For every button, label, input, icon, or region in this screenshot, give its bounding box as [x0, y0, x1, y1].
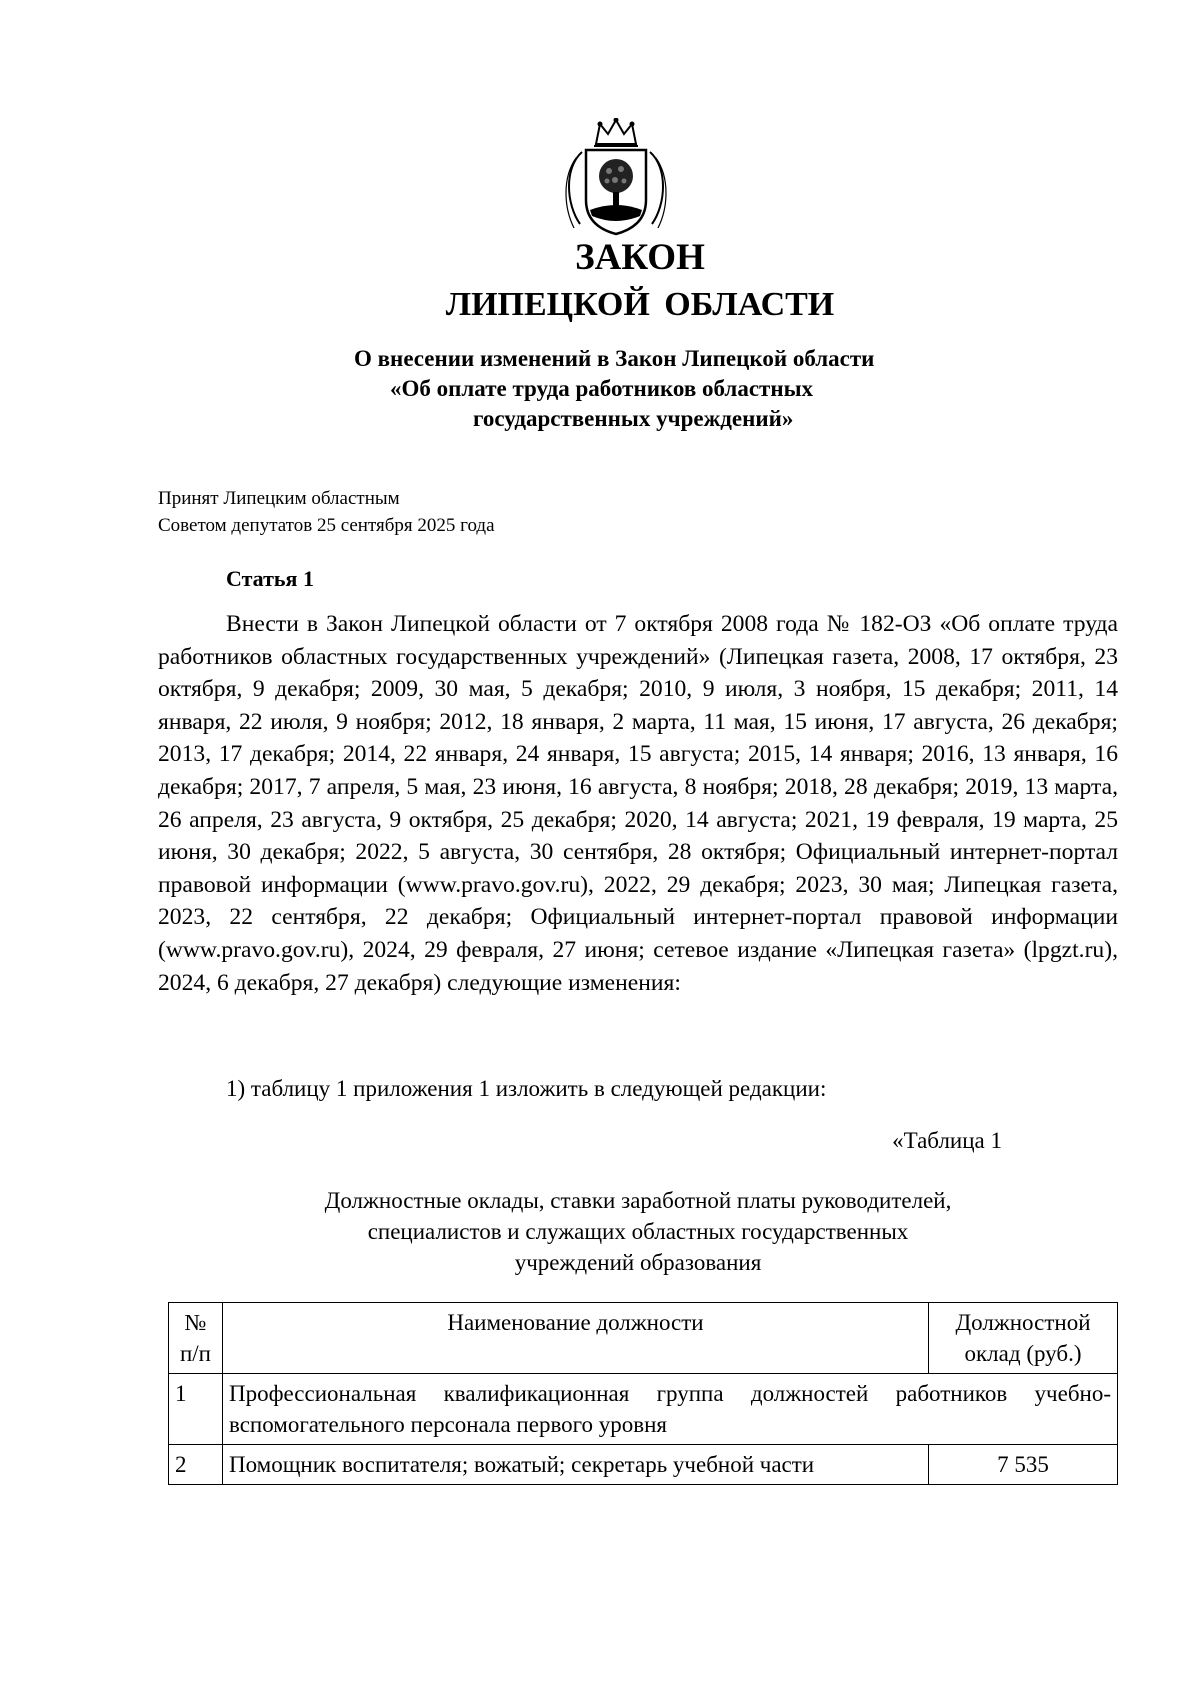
law-region-title: ЛИПЕЦКОЙ ОБЛАСТИ [445, 286, 835, 323]
row-position-name: Помощник воспитателя; вожатый; секретарь учебной части [223, 1445, 929, 1485]
row-num: 1 [169, 1374, 223, 1445]
header-num-line-2: п/п [179, 1341, 211, 1366]
subtitle-line-3: государственных учреждений» [473, 406, 794, 431]
table-title-line-3: учреждений образования [514, 1250, 762, 1275]
header-position: Наименование должности [223, 1303, 929, 1374]
row-group-name: Профессиональная квалификационная группа должностей работников учебно-вспомогательного персонала первого уровня [223, 1374, 1118, 1445]
coat-of-arms-icon [560, 118, 672, 240]
amendment-item-1: 1) таблицу 1 приложения 1 изложить в следующей редакции: [226, 1076, 827, 1101]
header-num-line-1: № [184, 1310, 207, 1335]
article-paragraph: Внести в Закон Липецкой области от 7 октября 2008 года № 182-ОЗ «Об оплате труда работников областных государственных учреждений» (Липецкая газета, 2008, 17 октября, 23 октября, 9 декабря; 2009, 30 мая, 5 декабря; 2010, 9 июля, 3 ноября, 15 декабря; 2011, 14 января, 22 июля, 9 ноября; 2012, 18 января, 2 марта, 11 мая, 15 июня, 17 августа, 26 декабря; 2013, 17 декабря; 2014, 22 января, 24 января, 15 августа; 2015, 14 января; 2016, 13 января, 16 декабря; 2017, 7 апреля, 5 мая, 23 июня, 16 августа, 8 ноября; 2018, 28 декабря; 2019, 13 марта, 26 апреля, 23 августа, 9 октября, 25 декабря; 2020, 14 августа; 2021, 19 февраля, 19 марта, 25 июня, 30 декабря; 2022, 5 августа, 30 сентября, 28 октября; Официальный интернет-портал правовой информации (www.pravo.gov.ru), 2022, 29 декабря; 2023, 30 мая; Липецкая газета, 2023, 22 сентября, 22 декабря; Официальный интернет-портал правовой информации (www.pravo.gov.ru), 2024, 29 февраля, 27 июня; сетевое издание «Липецкая газета» (lpgzt.ru), 2024, 6 декабря, 27 декабря) следующие изменения: [158, 611, 1118, 996]
table-title-line-1: Должностные оклады, ставки заработной платы руководителей, [324, 1188, 952, 1213]
table-header-row [169, 1303, 1118, 1374]
row-num: 2 [169, 1445, 223, 1485]
header-num [169, 1303, 223, 1374]
adoption-note [158, 485, 495, 539]
subtitle-line-2: «Об оплате труда работников областных [390, 376, 814, 401]
law-title: ЗАКОН [575, 237, 705, 278]
table-title [158, 1185, 1118, 1278]
header-salary [929, 1303, 1118, 1374]
subtitle-line-1: О внесении изменений в Закон Липецкой области [354, 346, 875, 371]
salary-table [168, 1302, 1118, 1485]
article-body [158, 608, 1118, 999]
table-title-line-2: специалистов и служащих областных государственных [367, 1219, 909, 1244]
law-subtitle [350, 344, 1040, 434]
header-salary-line-2: оклад (руб.) [964, 1341, 1082, 1366]
row-salary: 7 535 [929, 1445, 1118, 1485]
article-heading: Статья 1 [226, 566, 314, 591]
table-label: «Таблица 1 [892, 1128, 1002, 1153]
adoption-line-2: Советом депутатов 25 сентября 2025 года [158, 515, 495, 536]
header-salary-line-1: Должностной [955, 1310, 1091, 1335]
table-row [169, 1374, 1118, 1445]
table-row [169, 1445, 1118, 1485]
adoption-line-1: Принят Липецким областным [158, 488, 400, 509]
